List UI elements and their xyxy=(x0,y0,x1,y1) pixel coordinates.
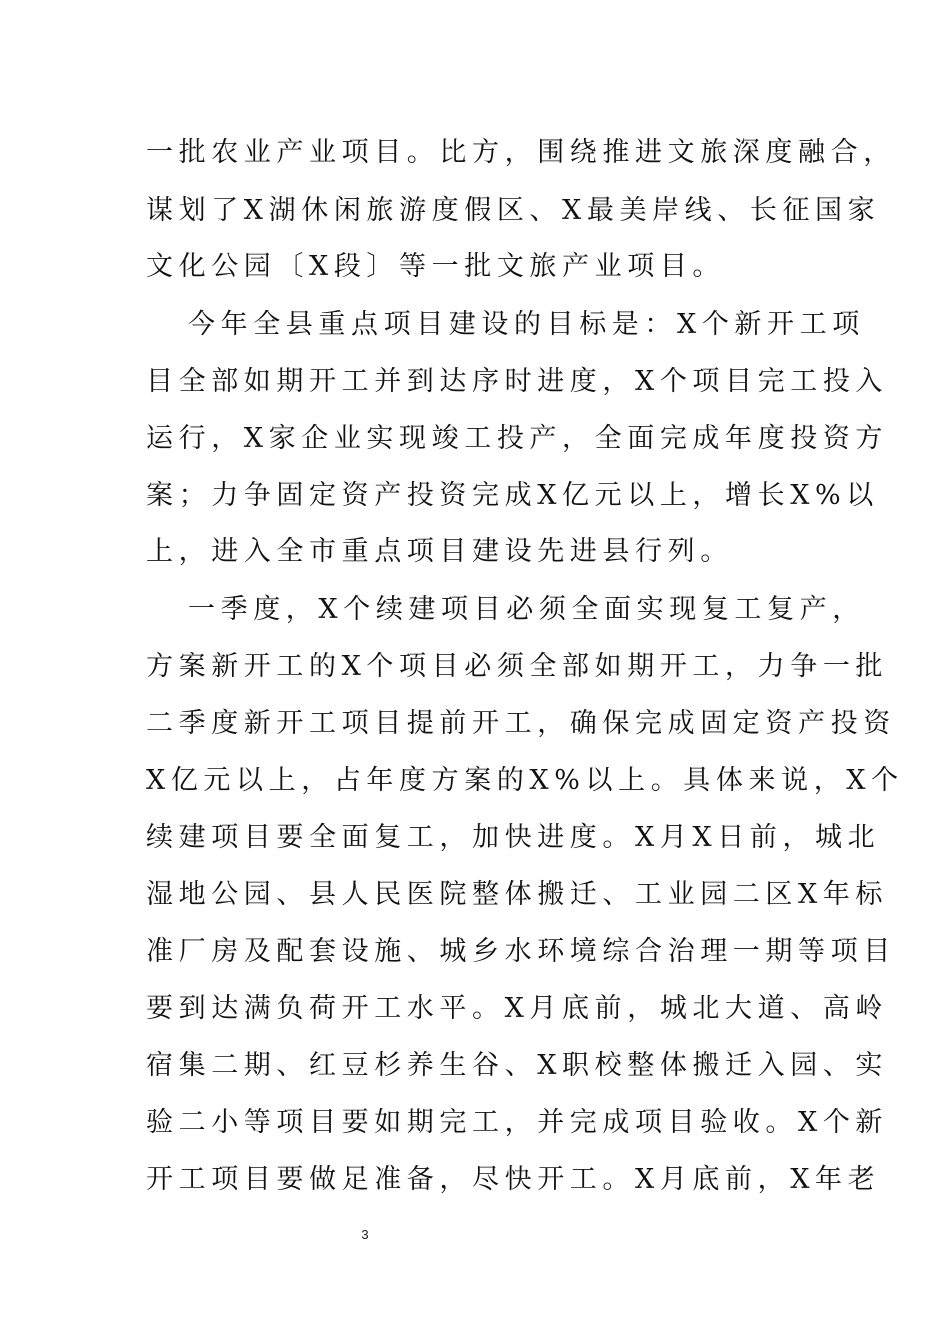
text-line: 一批农业产业项目。比方，围绕推进文旅深度融合， xyxy=(146,137,896,168)
text-line: 准厂房及配套设施、城乡水环境综合治理一期等项目 xyxy=(146,936,896,967)
page-number: 3 xyxy=(361,1227,369,1242)
text-line: 上，进入全市重点项目建设先进县行列。 xyxy=(146,536,733,567)
text-line: 目全部如期开工并到达序时进度，X个项目完工投入 xyxy=(146,366,889,397)
text-line: 湿地公园、县人民医院整体搬迁、工业园二区X年标 xyxy=(146,879,889,910)
text-line: 案；力争固定资产投资完成X亿元以上，增长X%以 xyxy=(146,480,879,511)
paragraph-first-line: 今年全县重点项目建设的目标是：X个新开工项 xyxy=(188,309,865,340)
text-line: 谋划了X湖休闲旅游度假区、X最美岸线、长征国家 xyxy=(146,195,881,226)
text-line: 验二小等项目要如期完工，并完成项目验收。X个新 xyxy=(146,1107,889,1138)
text-line: 开工项目要做足准备，尽快开工。X月底前，X年老 xyxy=(146,1164,881,1195)
text-line: 续建项目要全面复工，加快进度。X月X日前，城北 xyxy=(146,822,881,853)
text-line: 要到达满负荷开工水平。X月底前，城北大道、高岭 xyxy=(146,993,889,1024)
text-line: 方案新开工的X个项目必须全部如期开工，力争一批 xyxy=(146,651,889,682)
paragraph-first-line: 一季度，X个续建项目必须全面实现复工复产， xyxy=(188,594,865,625)
text-line: 宿集二期、红豆杉养生谷、X职校整体搬迁入园、实 xyxy=(146,1050,889,1081)
text-line: 运行，X家企业实现竣工投产，全面完成年度投资方 xyxy=(146,423,889,454)
text-line: 二季度新开工项目提前开工，确保完成固定资产投资 xyxy=(146,708,896,739)
text-line: 文化公园〔X段〕等一批文旅产业项目。 xyxy=(146,251,726,282)
text-line: X亿元以上，占年度方案的X%以上。具体来说，X个 xyxy=(146,765,904,796)
